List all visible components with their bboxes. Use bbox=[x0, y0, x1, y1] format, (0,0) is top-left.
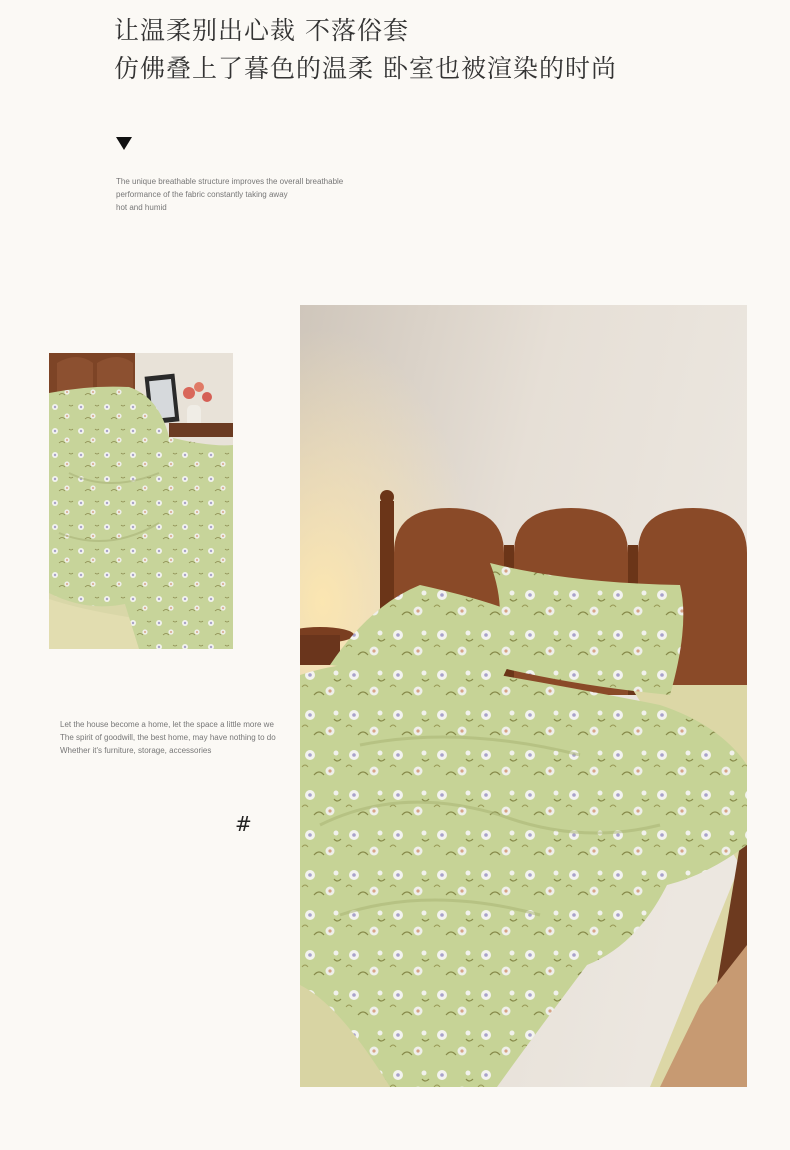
down-triangle-icon bbox=[116, 137, 132, 150]
quote-line-1: Let the house become a home, let the space a little more we bbox=[60, 720, 274, 729]
headline bbox=[114, 12, 617, 88]
intro-line-3: hot and humid bbox=[116, 203, 167, 212]
headline-line-2: 仿佛叠上了暮色的温柔 卧室也被渲染的时尚 bbox=[114, 54, 617, 83]
quote-text bbox=[60, 718, 300, 757]
intro-line-1: The unique breathable structure improves the overall breathable bbox=[116, 177, 344, 186]
quote-line-2: The spirit of goodwill, the best home, may have nothing to do bbox=[60, 733, 276, 742]
hash-mark: # bbox=[235, 812, 252, 836]
headline-line-1: 让温柔别出心裁 不落俗套 bbox=[114, 16, 409, 45]
quote-line-3: Whether it's furniture, storage, accessories bbox=[60, 746, 212, 755]
intro-text bbox=[116, 175, 343, 214]
large-bedroom-photo bbox=[300, 305, 747, 1087]
small-bedroom-photo bbox=[49, 353, 233, 649]
intro-line-2: performance of the fabric constantly taking away bbox=[116, 190, 288, 199]
